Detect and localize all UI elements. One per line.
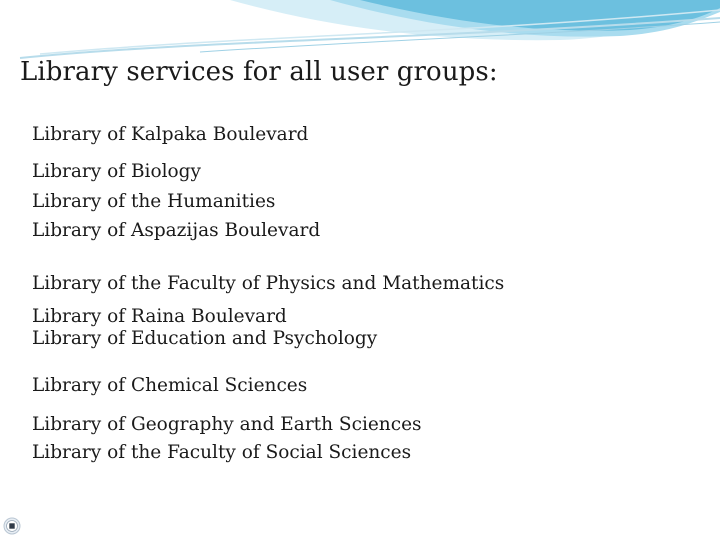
library-item-geography-earth: Library of Geography and Earth Sciences [32,414,422,435]
library-item-chemical-sciences: Library of Chemical Sciences [32,375,308,396]
library-item-education-psychology: Library of Education and Psychology [32,328,378,349]
library-item-humanities: Library of the Humanities [32,191,276,212]
library-item-aspazijas: Library of Aspazijas Boulevard [32,220,321,241]
slide-navigation-icon[interactable] [3,517,21,535]
library-item-kalpaka: Library of Kalpaka Boulevard [32,124,309,145]
slide-title: Library services for all user groups: [20,57,498,87]
library-item-raina: Library of Raina Boulevard [32,306,287,327]
library-item-biology: Library of Biology [32,161,201,182]
library-item-social-sciences: Library of the Faculty of Social Sciences [32,442,412,463]
library-item-physics-mathematics: Library of the Faculty of Physics and Mathematics [32,273,505,294]
